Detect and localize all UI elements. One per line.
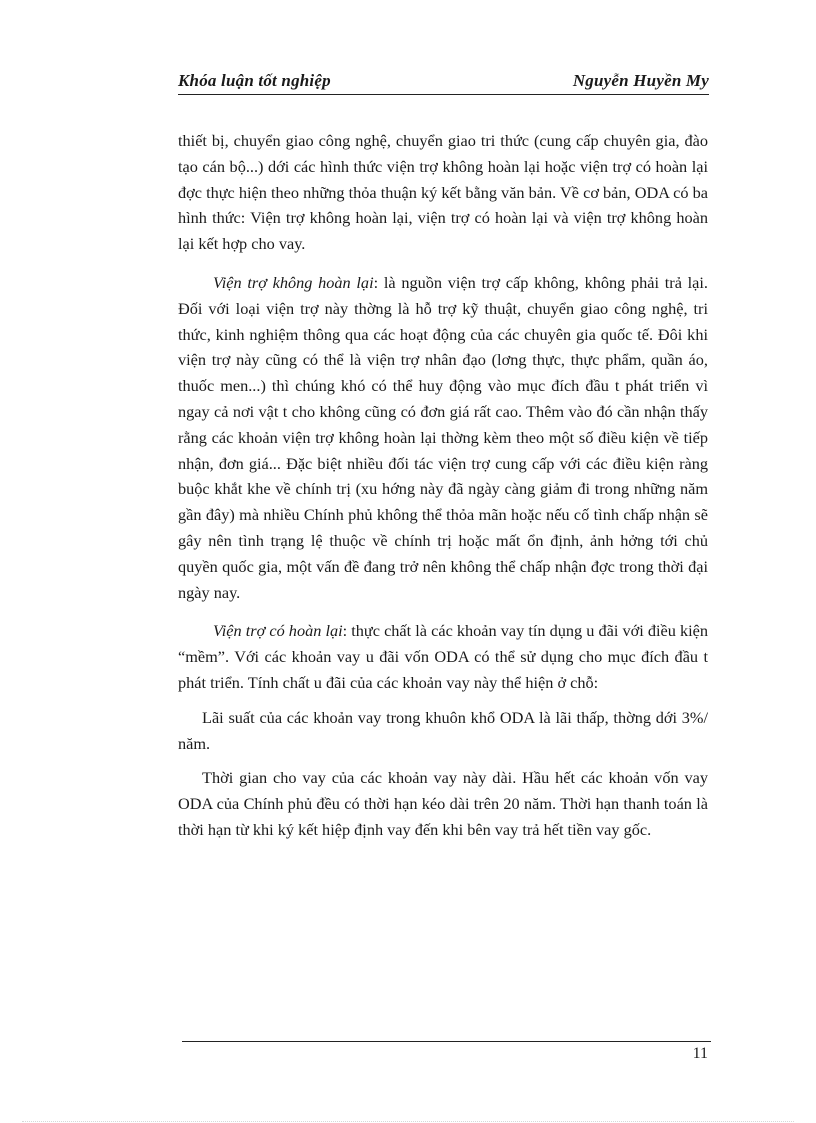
- page-number: 11: [692, 1045, 708, 1062]
- paragraph: [178, 705, 708, 757]
- body-text: [178, 128, 708, 843]
- page-header: [178, 70, 709, 95]
- term-heading: Viện trợ không hoàn lại: [213, 272, 374, 292]
- paragraph-text: Thời gian cho vay của các khoản vay này dài. Hầu hết các khoản vốn vay ODA của Chính phủ đều có thời hạn kéo dài trên 20 năm. Thời hạn thanh toán là thời hạn từ khi ký kết hiệp định vay đến khi bên vay trả hết tiền vay gốc.: [178, 768, 708, 839]
- document-title: Khóa luận tốt nghiệp: [178, 71, 331, 90]
- paragraph: [178, 128, 708, 257]
- term-heading: Viện trợ có hoàn lại: [213, 621, 343, 641]
- paragraph: [178, 765, 708, 842]
- paragraph-text: : thực chất là các khoản vay tín dụng u đãi với điều kiện “mềm”. Với các khoản vay u đãi vốn ODA có thể sử dụng cho mục đích đầu t phát triển. Tính chất u đãi của các khoản vay này thể hiện ở chỗ:: [178, 621, 708, 692]
- footer-rule: [182, 1041, 711, 1042]
- paragraph: [178, 270, 708, 605]
- paragraph-text: : là nguồn viện trợ cấp không, không phải trả lại. Đối với loại viện trợ này thờng là hỗ trợ kỹ thuật, chuyển giao công nghệ, tri thức, kinh nghiệm thông qua các hoạt động của các chuyên gia quốc tế. Đôi khi viện trợ này cũng có thể là viện trợ nhân đạo (lơng thực, thực phẩm, quần áo, thuốc men...) thì chúng khó có thể huy động vào mục đích đầu t phát triển vì ngay cả nơi vật t cho không cũng có đơn giá rất cao. Thêm vào đó cần nhận thấy rằng các khoản viện trợ không hoàn lại thờng kèm theo một số điều kiện về tiếp nhận, đơn giá... Đặc biệt nhiều đối tác viện trợ cung cấp với các điều kiện ràng buộc khắt khe về chính trị (xu hớng này đã ngày càng giảm đi trong những năm gần đây) mà nhiều Chính phủ không thể thỏa mãn hoặc nếu cố tình chấp nhận sẽ gây nên tình trạng lệ thuộc về chính trị hoặc mất ổn định, ảnh hởng tới chủ quyền quốc gia, một vấn đề đang trở nên không thể chấp nhận đợc trong thời đại ngày nay.: [178, 272, 708, 602]
- paragraph-text: Lãi suất của các khoản vay trong khuôn khổ ODA là lãi thấp, thờng dới 3%/ năm.: [178, 707, 708, 753]
- page-edge-divider: [22, 1121, 794, 1122]
- paragraph-text: thiết bị, chuyển giao công nghệ, chuyển giao tri thức (cung cấp chuyên gia, đào tạo cán bộ...) dới các hình thức viện trợ không hoàn lại hoặc viện trợ có hoàn lại đợc thực hiện theo những thỏa thuận ký kết bằng văn bản. Về cơ bản, ODA có ba hình thức: Viện trợ không hoàn lại, viện trợ có hoàn lại và viện trợ không hoàn lại kết hợp cho vay.: [178, 131, 708, 254]
- author-name: Nguyễn Huyền My: [572, 71, 709, 90]
- paragraph: [178, 618, 708, 695]
